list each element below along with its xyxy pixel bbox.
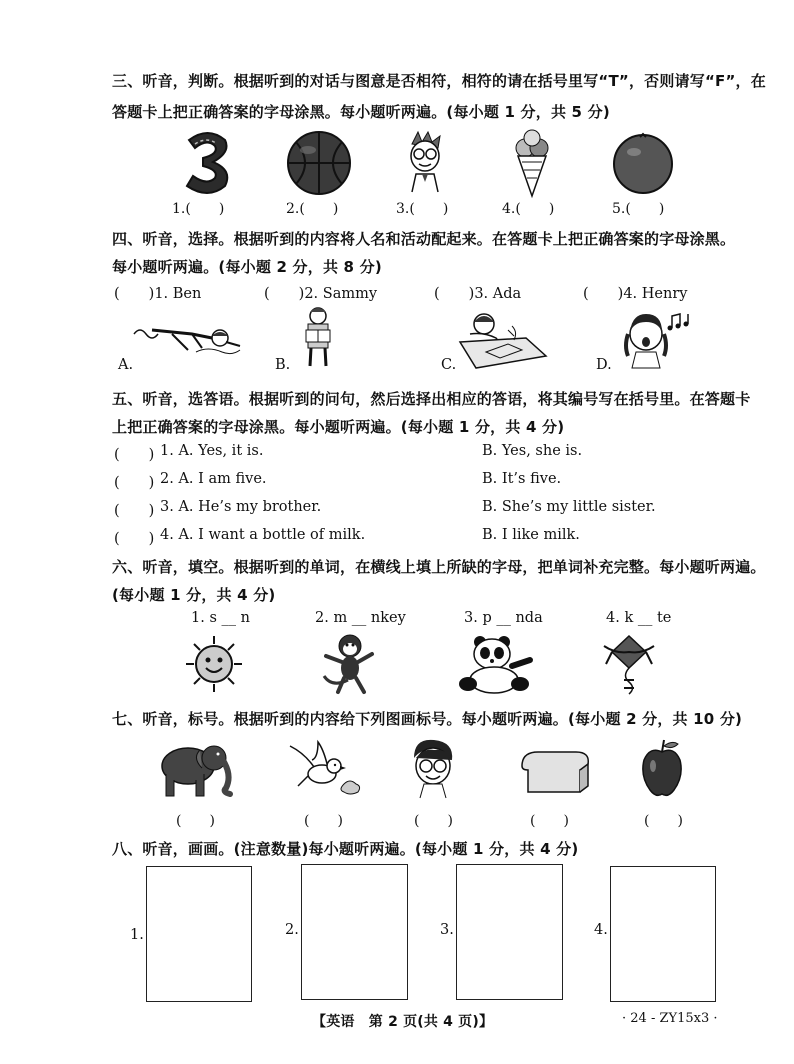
drawing-box-label-4: 4. (594, 922, 608, 938)
section5-row2-option-a: 2. A. I am five. (160, 471, 267, 487)
section7-item-bird[interactable]: ( ) (304, 813, 343, 829)
section5-instruction-line1: 五、听音，选答语。根据听到的问句，然后选择出相应的答语，将其编号写在括号里。在答题卡 (112, 390, 751, 408)
section4-option-d: D. (596, 357, 612, 373)
section7-instruction: 七、听音，标号。根据听到的内容给下列图画标号。每小题听两遍。(每小题 2 分，共 10 分) (112, 710, 743, 728)
section3-item-5[interactable]: 5.( ) (612, 201, 665, 217)
section3-item-4[interactable]: 4.( ) (502, 201, 555, 217)
sun-icon (184, 634, 244, 694)
section7-item-apple[interactable]: ( ) (644, 813, 683, 829)
section5-row3-paren[interactable]: ( ) (114, 503, 155, 519)
section7-item-bread[interactable]: ( ) (530, 813, 569, 829)
section4-instruction-line1: 四、听音，选择。根据听到的内容将人名和活动配起来。在答题卡上把正确答案的字母涂黑。 (112, 230, 736, 248)
boy-with-glasses-icon (402, 130, 448, 194)
section6-instruction-line2: (每小题 1 分，共 4 分) (112, 586, 276, 604)
elephant-icon (156, 736, 236, 798)
basketball-icon (286, 130, 352, 196)
section5-row1-option-a: 1. A. Yes, it is. (160, 443, 264, 459)
bread-icon (518, 748, 592, 796)
drawing-box-3[interactable] (456, 864, 563, 1000)
section8-instruction: 八、听音，画画。(注意数量)每小题听两遍。(每小题 1 分，共 4 分) (112, 840, 579, 858)
section4-instruction-line2: 每小题听两遍。(每小题 2 分，共 8 分) (112, 258, 382, 276)
drawing-icon (456, 312, 548, 370)
section5-row4-option-a: 4. A. I want a bottle of milk. (160, 527, 366, 543)
monkey-icon (318, 632, 378, 696)
section5-row3-option-b: B. She’s my little sister. (482, 499, 656, 515)
section5-row2-paren[interactable]: ( ) (114, 475, 155, 491)
panda-icon (458, 636, 534, 694)
section5-row1-option-b: B. Yes, she is. (482, 443, 583, 459)
drawing-box-1[interactable] (146, 866, 252, 1002)
section4-option-c: C. (441, 357, 457, 373)
ice-cream-icon (512, 130, 552, 198)
drawing-box-label-2: 2. (285, 922, 299, 938)
section6-item-panda[interactable]: 3. p __ nda (464, 610, 543, 626)
section5-row4-option-b: B. I like milk. (482, 527, 580, 543)
section5-row2-option-b: B. It’s five. (482, 471, 562, 487)
boy-icon (408, 738, 458, 800)
drawing-box-2[interactable] (301, 864, 408, 1000)
section7-item-boy[interactable]: ( ) (414, 813, 453, 829)
section4-item-ben[interactable]: ( )1. Ben (114, 286, 202, 302)
drawing-box-label-1: 1. (130, 927, 144, 943)
page-code: · 24 - ZY15x3 · (622, 1011, 718, 1026)
section6-item-sun[interactable]: 1. s __ n (191, 610, 250, 626)
section5-row4-paren[interactable]: ( ) (114, 531, 155, 547)
section4-item-henry[interactable]: ( )4. Henry (583, 286, 688, 302)
kite-icon (602, 632, 656, 694)
drawing-box-label-3: 3. (440, 922, 454, 938)
section4-option-a: A. (118, 357, 134, 373)
number-three-icon (183, 130, 233, 196)
section7-item-elephant[interactable]: ( ) (176, 813, 215, 829)
section5-row1-paren[interactable]: ( ) (114, 447, 155, 463)
swimming-icon (132, 316, 242, 356)
section3-item-2[interactable]: 2.( ) (286, 201, 339, 217)
section3-item-3[interactable]: 3.( ) (396, 201, 449, 217)
section5-instruction-line2: 上把正确答案的字母涂黑。每小题听两遍。(每小题 1 分，共 4 分) (112, 418, 565, 436)
section6-item-kite[interactable]: 4. k __ te (606, 610, 672, 626)
section6-instruction-line1: 六、听音，填空。根据听到的单词，在横线上填上所缺的字母，把单词补充完整。每小题听两遍。 (112, 558, 766, 576)
section6-item-monkey[interactable]: 2. m __ nkey (315, 610, 406, 626)
section3-item-1[interactable]: 1.( ) (172, 201, 225, 217)
section5-row3-option-a: 3. A. He’s my brother. (160, 499, 322, 515)
orange-icon (612, 132, 674, 194)
bird-icon (288, 740, 364, 798)
page-footer: 【英语 第 2 页(共 4 页)】 (312, 1014, 494, 1030)
drawing-box-4[interactable] (610, 866, 716, 1002)
section4-item-ada[interactable]: ( )3. Ada (434, 286, 522, 302)
apple-icon (640, 738, 684, 800)
section4-option-b: B. (275, 357, 291, 373)
singing-icon (622, 310, 694, 368)
section3-instruction-line2: 答题卡上把正确答案的字母涂黑。每小题听两遍。(每小题 1 分，共 5 分) (112, 103, 610, 121)
section4-item-sammy[interactable]: ( )2. Sammy (264, 286, 378, 302)
section3-instruction-line1: 三、听音，判断。根据听到的对话与图意是否相符，相符的请在括号里写“T”，否则请写“F”，在 (112, 72, 766, 90)
reading-icon (298, 306, 338, 368)
